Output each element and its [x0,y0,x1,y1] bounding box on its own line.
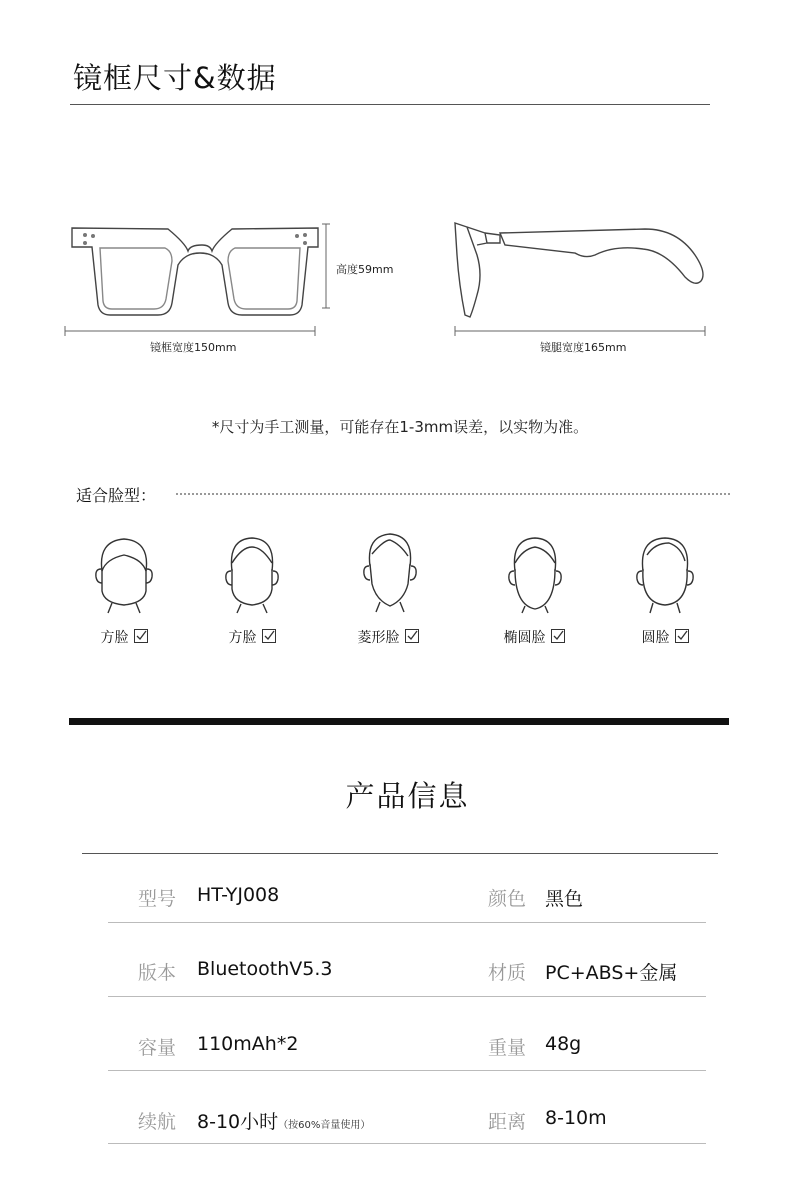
check-icon [262,629,276,643]
dotted-leader [176,493,730,495]
face-fit-label: 适合脸型： [76,486,157,505]
check-icon [551,629,565,643]
spec-value-version: BluetoothV5.3 [197,958,333,980]
face-round-icon [625,533,705,615]
height-label: 高度59mm [336,263,394,276]
battery-life-note: （按60%音量使用） [278,1120,371,1131]
row-divider [108,1070,706,1071]
spec-label-weight: 重量 [488,1037,527,1059]
face-name: 圆脸 [641,630,670,646]
spec-value-weight: 48g [545,1033,582,1055]
row-divider [108,922,706,923]
measurement-note: *尺寸为手工测量，可能存在1-3mm误差，以实物为准。 [211,418,589,436]
spec-label-range: 距离 [488,1111,527,1133]
spec-value-model: HT-YJ008 [197,884,280,906]
spec-label-material: 材质 [488,962,527,984]
face-label-4 [479,627,589,647]
spec-value-range: 8-10m [545,1107,607,1129]
section-title-frame-size: 镜框尺寸&数据 [73,61,277,95]
face-oval-icon [495,533,575,615]
spec-value-color: 黑色 [545,888,584,910]
section-title-product-info: 产品信息 [345,779,470,813]
spec-label-color: 颜色 [488,888,527,910]
spec-value-capacity: 110mAh*2 [197,1033,299,1055]
glasses-side-view [445,215,715,345]
face-name: 菱形脸 [357,630,400,646]
spec-value-battery-life [197,1107,370,1134]
face-square-icon [84,533,164,615]
face-name: 椭圆脸 [503,630,546,646]
height-dimension-line [320,222,332,312]
glasses-front-view [60,215,330,355]
face-label-3 [333,627,443,647]
spec-label-battery-life: 续航 [138,1111,177,1133]
face-name: 方脸 [100,630,129,646]
face-label-2 [197,627,307,647]
face-name: 方脸 [228,630,257,646]
check-icon [134,629,148,643]
row-divider [108,996,706,997]
row-divider [108,1143,706,1144]
face-label-1 [69,627,179,647]
spec-value-material: PC+ABS+金属 [545,962,678,984]
spec-label-capacity: 容量 [138,1037,177,1059]
face-diamond-icon [350,530,430,615]
battery-life-hours: 8-10小时 [197,1111,279,1133]
face-square-icon [212,533,292,615]
spec-label-version: 版本 [138,962,177,984]
title-divider [70,104,710,105]
frame-width-label: 镜框宽度150mm [150,341,237,354]
spec-label-model: 型号 [138,888,177,910]
face-label-5 [610,627,720,647]
check-icon [405,629,419,643]
temple-width-label: 镜腿宽度165mm [540,341,627,354]
title-divider [82,853,718,854]
section-separator-bar [69,718,729,725]
check-icon [675,629,689,643]
